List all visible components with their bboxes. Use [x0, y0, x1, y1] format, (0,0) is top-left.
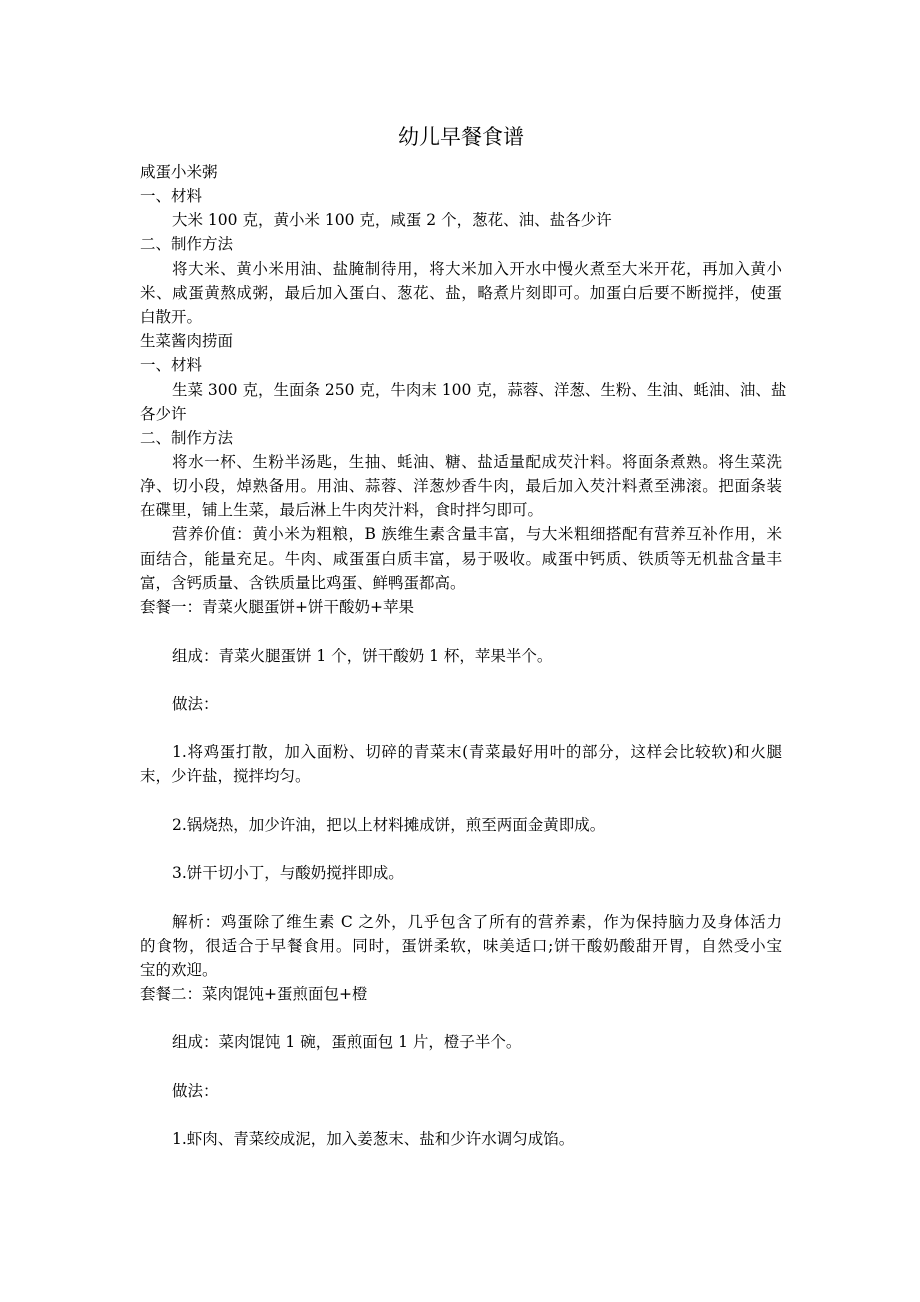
recipe-2-method-heading: 二、制作方法: [140, 429, 234, 447]
set-1-step-1-line: 1.将鸡蛋打散，加入面粉、切碎的青菜末(青菜最好用叶的部分，这样会比较软)和火腿: [172, 743, 782, 761]
set-1-step-2: 2.锅烧热，加少许油，把以上材料摊成饼，煎至两面金黄即成。: [172, 816, 606, 834]
page-title: 幼儿早餐食谱: [398, 125, 524, 149]
recipe-1-materials: 大米 100 克，黄小米 100 克，咸蛋 2 个，葱花、油、盐各少许: [172, 211, 612, 229]
set-2-step-1: 1.虾肉、青菜绞成泥，加入姜葱末、盐和少许水调匀成馅。: [172, 1130, 575, 1148]
recipe-1-name: 咸蛋小米粥: [140, 163, 218, 181]
recipe-2-method-line: 在碟里，铺上生菜，最后淋上牛肉芡汁料，食时拌匀即可。: [140, 501, 544, 519]
nutrition-line: 面结合，能量充足。牛肉、咸蛋蛋白质丰富，易于吸收。咸蛋中钙质、铁质等无机盐含量丰: [140, 550, 782, 568]
set-1-method-label: 做法：: [172, 695, 219, 713]
set-1-composition: 组成：青菜火腿蛋饼 1 个，饼干酸奶 1 杯，苹果半个。: [172, 647, 553, 665]
recipe-1-materials-heading: 一、材料: [140, 187, 203, 205]
recipe-1-method-line: 白散开。: [140, 308, 203, 326]
set-2-heading: 套餐二：菜肉馄饨+蛋煎面包+橙: [140, 985, 368, 1003]
recipe-2-materials-line: 生菜 300 克，生面条 250 克，牛肉末 100 克，蒜蓉、洋葱、生粉、生油、蚝油、油、盐: [172, 381, 787, 399]
set-2-composition: 组成：菜肉馄饨 1 碗，蛋煎面包 1 片，橙子半个。: [172, 1033, 522, 1051]
recipe-2-method-line: 将水一杯、生粉半汤匙，生抽、蚝油、糖、盐适量配成芡汁料。将面条煮熟。将生菜洗: [172, 453, 782, 471]
recipe-1-method-line: 米、咸蛋黄熬成粥，最后加入蛋白、葱花、盐，略煮片刻即可。加蛋白后要不断搅拌，使蛋: [140, 284, 782, 302]
set-1-analysis-line: 的食物，很适合于早餐食用。同时，蛋饼柔软，味美适口;饼干酸奶酸甜开胃，自然受小宝: [140, 937, 782, 955]
recipe-2-method-line: 净、切小段，焯熟备用。用油、蒜蓉、洋葱炒香牛肉，最后加入芡汁料煮至沸滚。把面条装: [140, 477, 782, 495]
set-1-step-3: 3.饼干切小丁，与酸奶搅拌即成。: [172, 864, 404, 882]
recipe-1-method-heading: 二、制作方法: [140, 235, 234, 253]
recipe-2-materials-heading: 一、材料: [140, 356, 203, 374]
set-1-heading: 套餐一：青菜火腿蛋饼+饼干酸奶+苹果: [140, 598, 414, 616]
set-2-method-label: 做法：: [172, 1082, 219, 1100]
set-1-step-1-line: 末，少许盐，搅拌均匀。: [140, 767, 311, 785]
nutrition-line: 富，含钙质量、含铁质量比鸡蛋、鲜鸭蛋都高。: [140, 574, 466, 592]
set-1-analysis-line: 宝的欢迎。: [140, 961, 218, 979]
set-1-analysis-line: 解析：鸡蛋除了维生素 C 之外，几乎包含了所有的营养素，作为保持脑力及身体活力: [172, 913, 782, 931]
recipe-1-method-line: 将大米、黄小米用油、盐腌制待用，将大米加入开水中慢火煮至大米开花，再加入黄小: [172, 260, 782, 278]
nutrition-line: 营养价值：黄小米为粗粮，B 族维生素含量丰富，与大米粗细搭配有营养互补作用，米: [172, 525, 782, 543]
recipe-2-name: 生菜酱肉捞面: [140, 332, 234, 350]
recipe-2-materials-line: 各少许: [140, 405, 187, 423]
